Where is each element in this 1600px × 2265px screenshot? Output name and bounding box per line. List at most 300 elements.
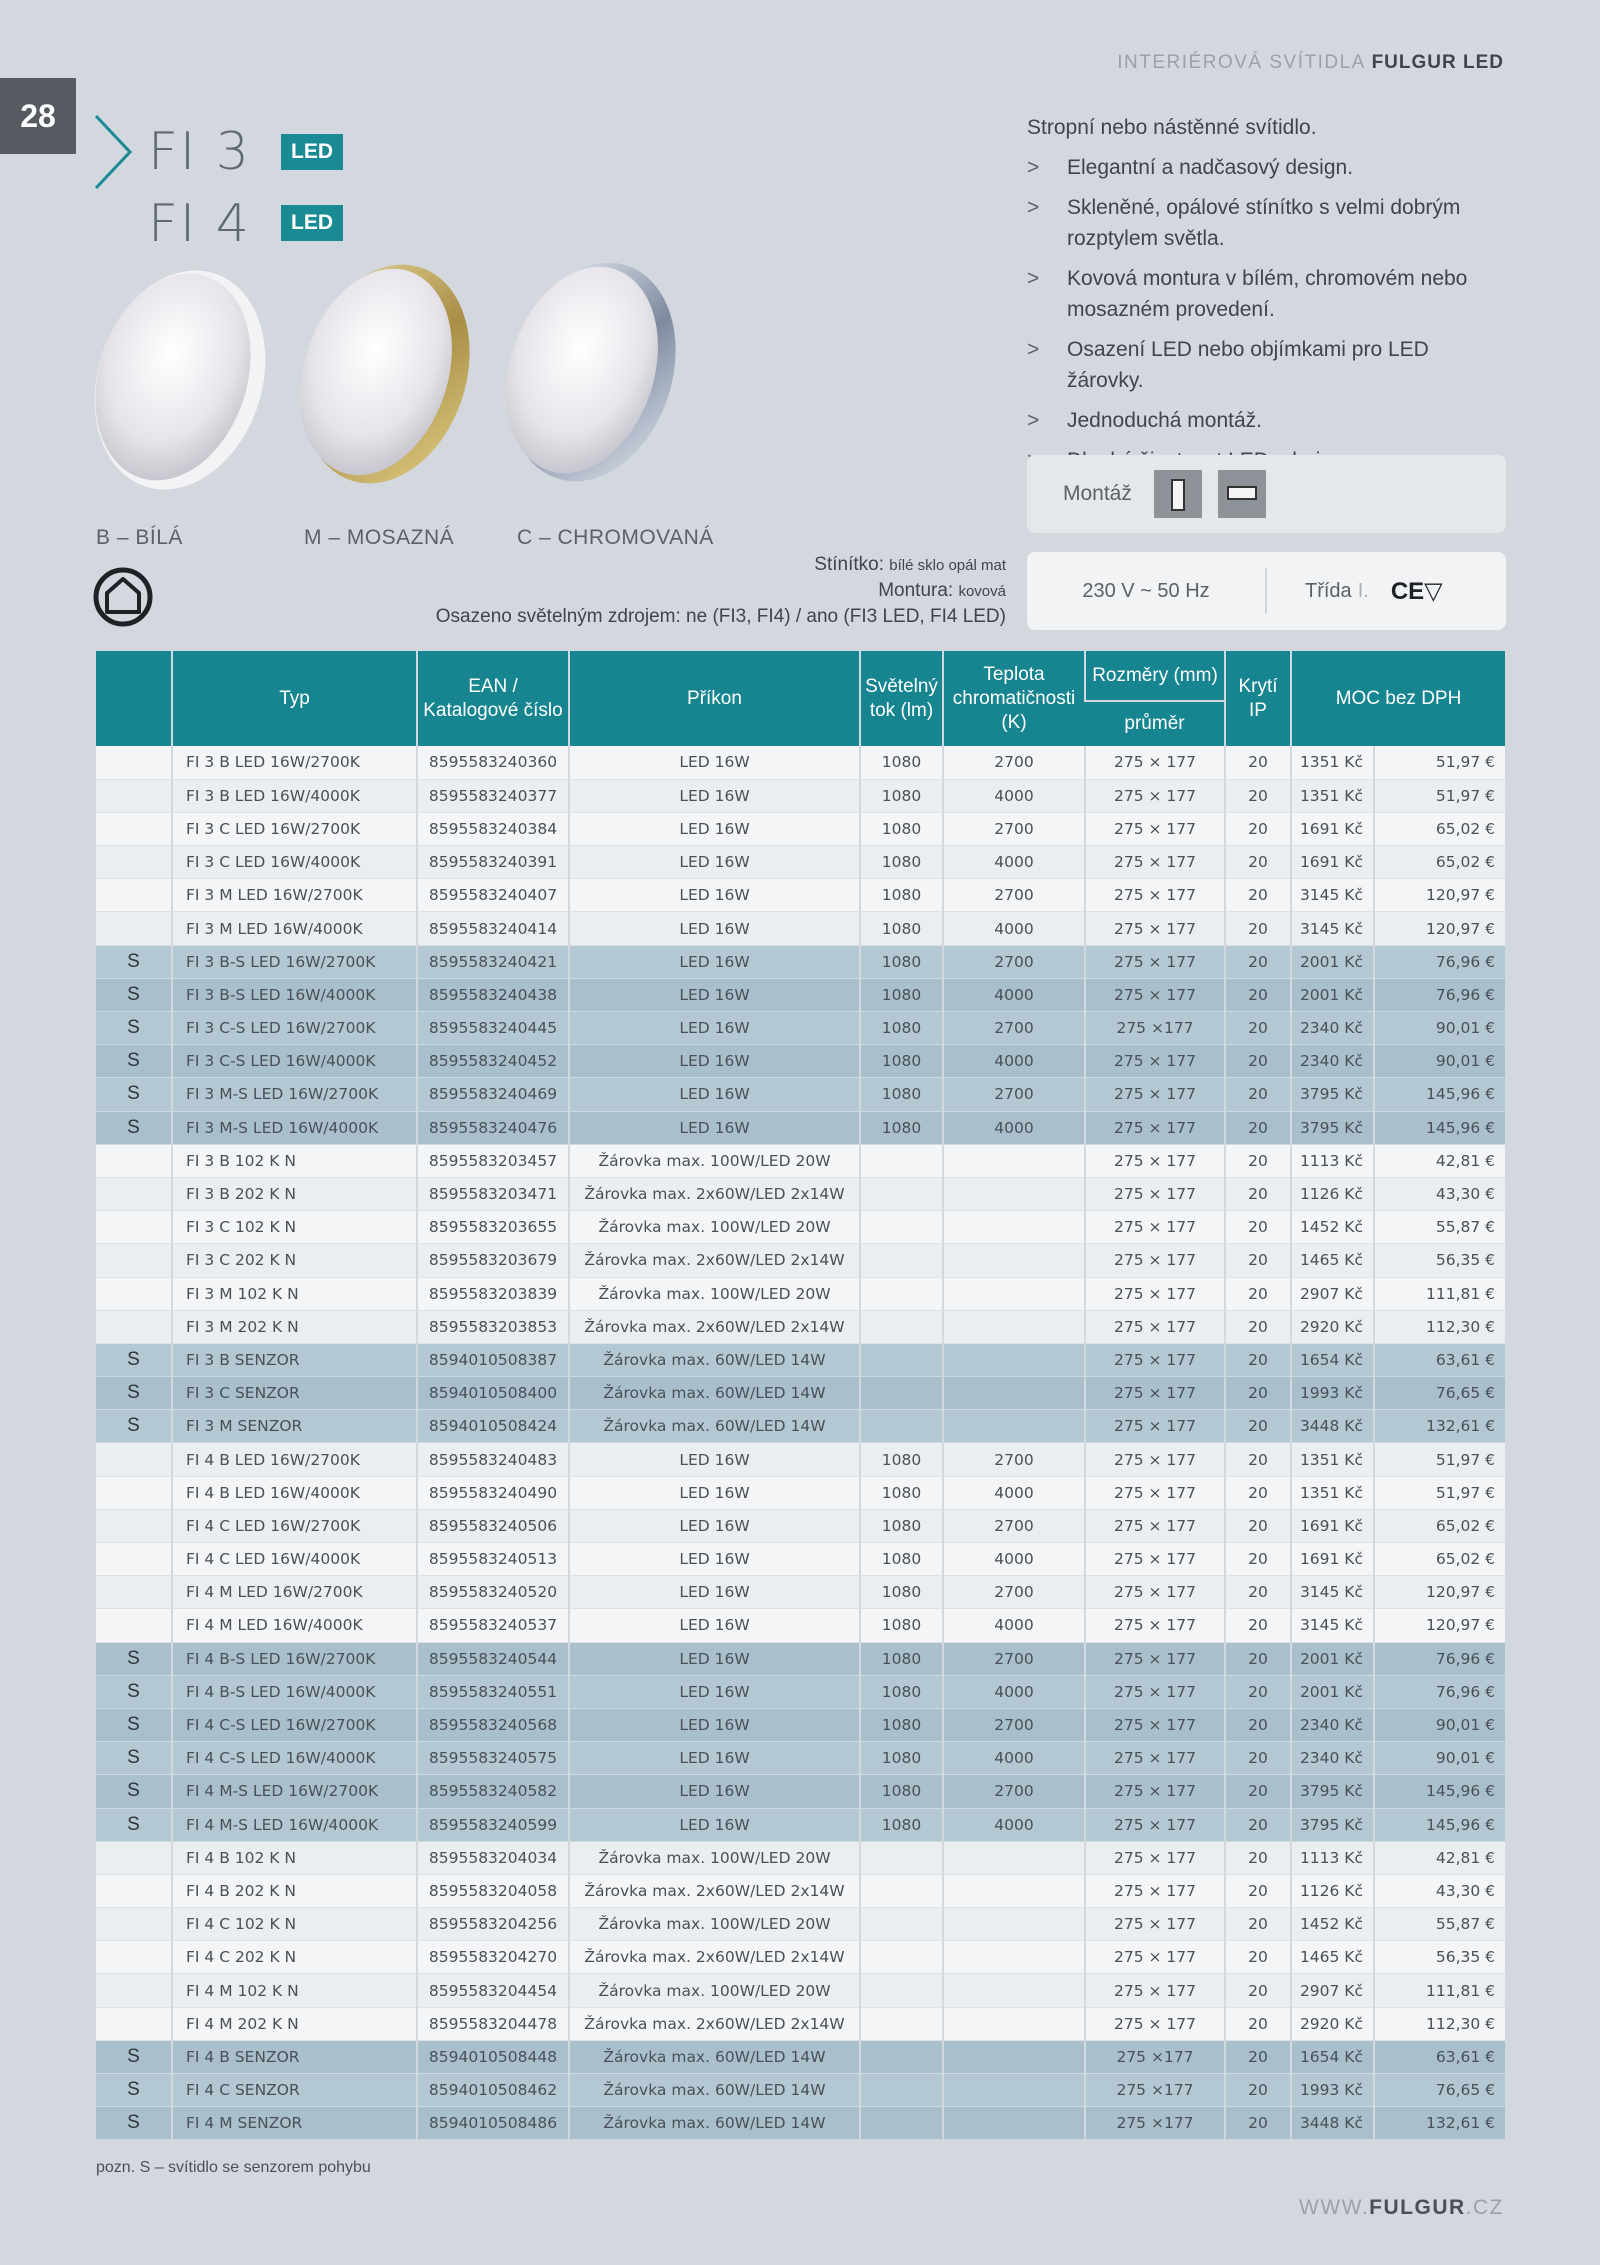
ean-cell: 8595583204058 [417, 1874, 569, 1907]
table-row [96, 1874, 1505, 1907]
price-czk-cell: 2340 Kč [1291, 1045, 1374, 1078]
price-czk-cell: 1351 Kč [1291, 1476, 1374, 1509]
ip-cell: 20 [1225, 912, 1291, 945]
flux-cell: 1080 [860, 912, 943, 945]
price-eur-cell: 51,97 € [1374, 1443, 1505, 1476]
temp-cell [943, 1177, 1085, 1210]
ip-cell: 20 [1225, 1012, 1291, 1045]
temp-cell [943, 1244, 1085, 1277]
website-prefix: WWW. [1299, 2196, 1370, 2219]
price-eur-cell: 63,61 € [1374, 2040, 1505, 2073]
sensor-mark: S [96, 945, 172, 978]
temp-cell [943, 1841, 1085, 1874]
temp-cell: 4000 [943, 1808, 1085, 1841]
power-cell: LED 16W [569, 1775, 860, 1808]
type-cell: FI 3 M SENZOR [172, 1410, 417, 1443]
bullet: > [1027, 196, 1040, 219]
ip-cell: 20 [1225, 1908, 1291, 1941]
flux-cell [860, 1908, 943, 1941]
ean-cell: 8595583204454 [417, 1974, 569, 2007]
price-czk-cell: 2001 Kč [1291, 1675, 1374, 1708]
ean-cell: 8595583240360 [417, 746, 569, 779]
dimensions-cell: 275 × 177 [1085, 1874, 1225, 1907]
price-eur-cell: 76,96 € [1374, 1675, 1505, 1708]
sensor-mark [96, 1277, 172, 1310]
flux-cell: 1080 [860, 812, 943, 845]
table-row [96, 1410, 1505, 1443]
website-suffix: .CZ [1465, 2196, 1504, 2219]
temp-cell [943, 1974, 1085, 2007]
ip-cell: 20 [1225, 1343, 1291, 1376]
power-cell: LED 16W [569, 779, 860, 812]
dimensions-cell: 275 × 177 [1085, 1211, 1225, 1244]
temp-cell: 2700 [943, 945, 1085, 978]
temp-cell: 2700 [943, 1078, 1085, 1111]
price-eur-cell: 65,02 € [1374, 1543, 1505, 1576]
dimensions-cell: 275 × 177 [1085, 1775, 1225, 1808]
ean-cell: 8595583240568 [417, 1708, 569, 1741]
ip-cell: 20 [1225, 1576, 1291, 1609]
sensor-mark [96, 812, 172, 845]
flux-cell [860, 1874, 943, 1907]
type-cell: FI 4 M-S LED 16W/4000K [172, 1808, 417, 1841]
table-row [96, 1377, 1505, 1410]
ip-cell: 20 [1225, 1277, 1291, 1310]
price-czk-cell: 1113 Kč [1291, 1841, 1374, 1874]
sensor-mark: S [96, 1808, 172, 1841]
power-cell: LED 16W [569, 1576, 860, 1609]
ip-cell: 20 [1225, 1111, 1291, 1144]
price-eur-cell: 55,87 € [1374, 1908, 1505, 1941]
price-czk-cell: 1993 Kč [1291, 1377, 1374, 1410]
lamp-chrome [481, 262, 703, 502]
dimensions-cell: 275 × 177 [1085, 1908, 1225, 1941]
price-eur-cell: 120,97 € [1374, 1609, 1505, 1642]
type-cell: FI 3 M-S LED 16W/4000K [172, 1111, 417, 1144]
price-eur-cell: 145,96 € [1374, 1808, 1505, 1841]
header-sensor [96, 651, 172, 746]
price-czk-cell: 2907 Kč [1291, 1277, 1374, 1310]
price-czk-cell: 1654 Kč [1291, 2040, 1374, 2073]
dimensions-cell: 275 × 177 [1085, 812, 1225, 845]
table-row [96, 2040, 1505, 2073]
ean-cell: 8595583204034 [417, 1841, 569, 1874]
flux-cell: 1080 [860, 1642, 943, 1675]
dimensions-cell: 275 × 177 [1085, 1509, 1225, 1542]
power-cell: Žárovka max. 100W/LED 20W [569, 1277, 860, 1310]
header-dimensions: Rozměry (mm) [1085, 651, 1225, 701]
temp-cell: 4000 [943, 1609, 1085, 1642]
table-row [96, 945, 1505, 978]
flux-cell: 1080 [860, 1576, 943, 1609]
price-eur-cell: 56,35 € [1374, 1941, 1505, 1974]
type-cell: FI 3 C 102 K N [172, 1211, 417, 1244]
dimensions-cell: 275 ×177 [1085, 2107, 1225, 2140]
power-cell: Žárovka max. 100W/LED 20W [569, 1144, 860, 1177]
ean-cell: 8594010508424 [417, 1410, 569, 1443]
price-czk-cell: 2907 Kč [1291, 1974, 1374, 2007]
bullet: > [1027, 156, 1040, 179]
sensor-mark [96, 879, 172, 912]
footnote: pozn. S – svítidlo se senzorem pohybu [96, 2159, 371, 2176]
sensor-mark: S [96, 1111, 172, 1144]
dimensions-cell: 275 × 177 [1085, 1377, 1225, 1410]
price-eur-cell: 43,30 € [1374, 1177, 1505, 1210]
price-eur-cell: 65,02 € [1374, 1509, 1505, 1542]
bullet: > [1027, 409, 1040, 432]
price-czk-cell: 1691 Kč [1291, 1543, 1374, 1576]
flux-cell: 1080 [860, 1443, 943, 1476]
flux-cell [860, 1310, 943, 1343]
flux-cell: 1080 [860, 1509, 943, 1542]
type-cell: FI 3 M LED 16W/2700K [172, 879, 417, 912]
type-cell: FI 4 B-S LED 16W/4000K [172, 1675, 417, 1708]
dimensions-cell: 275 × 177 [1085, 1675, 1225, 1708]
type-cell: FI 4 C LED 16W/2700K [172, 1509, 417, 1542]
type-cell: FI 4 B LED 16W/4000K [172, 1476, 417, 1509]
class-label: Třída [1305, 579, 1352, 602]
table-row [96, 2007, 1505, 2040]
sensor-mark [96, 912, 172, 945]
description-intro: Stropní nebo nástěnné svítidlo. [1027, 116, 1317, 139]
table-row [96, 1310, 1505, 1343]
ean-cell: 8595583240599 [417, 1808, 569, 1841]
ceiling-mount-icon [1218, 470, 1266, 518]
ip-cell: 20 [1225, 978, 1291, 1011]
type-cell: FI 4 C-S LED 16W/2700K [172, 1708, 417, 1741]
temp-cell [943, 2107, 1085, 2140]
price-czk-cell: 3795 Kč [1291, 1111, 1374, 1144]
flux-cell: 1080 [860, 779, 943, 812]
temp-cell [943, 1377, 1085, 1410]
ean-cell: 8595583240384 [417, 812, 569, 845]
price-eur-cell: 76,96 € [1374, 945, 1505, 978]
dimensions-cell: 275 × 177 [1085, 1144, 1225, 1177]
table-row [96, 1277, 1505, 1310]
power-cell: LED 16W [569, 1111, 860, 1144]
power-cell: Žárovka max. 2x60W/LED 2x14W [569, 1310, 860, 1343]
ip-cell: 20 [1225, 945, 1291, 978]
table-row [96, 1742, 1505, 1775]
variant-chrome: C – CHROMOVANÁ [517, 526, 714, 549]
flux-cell [860, 1244, 943, 1277]
table-row [96, 1675, 1505, 1708]
power-cell: LED 16W [569, 1675, 860, 1708]
ip-cell: 20 [1225, 1476, 1291, 1509]
dimensions-cell: 275 × 177 [1085, 1277, 1225, 1310]
power-cell: LED 16W [569, 812, 860, 845]
price-eur-cell: 56,35 € [1374, 1244, 1505, 1277]
header-ean: EAN / Katalogové číslo [417, 651, 569, 746]
ip-cell: 20 [1225, 846, 1291, 879]
ip-cell: 20 [1225, 1808, 1291, 1841]
price-eur-cell: 42,81 € [1374, 1841, 1505, 1874]
ip-cell: 20 [1225, 1841, 1291, 1874]
page-number: 28 [0, 78, 76, 154]
temp-cell [943, 1343, 1085, 1376]
variant-white: B – BÍLÁ [96, 526, 183, 549]
ean-cell: 8595583240490 [417, 1476, 569, 1509]
type-cell: FI 3 C SENZOR [172, 1377, 417, 1410]
table-row [96, 879, 1505, 912]
sensor-mark: S [96, 2040, 172, 2073]
power-cell: Žárovka max. 100W/LED 20W [569, 1211, 860, 1244]
temp-cell [943, 1144, 1085, 1177]
table-row [96, 1476, 1505, 1509]
header-color-temp: Teplota chromatičnosti (K) [943, 651, 1085, 746]
ean-cell: 8595583240551 [417, 1675, 569, 1708]
flux-cell [860, 2040, 943, 2073]
price-eur-cell: 112,30 € [1374, 1310, 1505, 1343]
feature-item [1027, 405, 1507, 436]
feature-text: Skleněné, opálové stínítko s velmi dobrým rozptylem světla. [1067, 196, 1461, 250]
header-power: Příkon [569, 651, 860, 746]
table-row [96, 1343, 1505, 1376]
ip-cell: 20 [1225, 1642, 1291, 1675]
price-czk-cell: 3145 Kč [1291, 1576, 1374, 1609]
power-cell: Žárovka max. 100W/LED 20W [569, 1974, 860, 2007]
power-cell: Žárovka max. 2x60W/LED 2x14W [569, 1874, 860, 1907]
sensor-mark [96, 746, 172, 779]
type-cell: FI 4 M LED 16W/4000K [172, 1609, 417, 1642]
ean-cell: 8595583240445 [417, 1012, 569, 1045]
table-row [96, 812, 1505, 845]
type-cell: FI 3 C-S LED 16W/2700K [172, 1012, 417, 1045]
type-cell: FI 4 C 202 K N [172, 1941, 417, 1974]
power-cell: LED 16W [569, 1443, 860, 1476]
flux-cell [860, 1277, 943, 1310]
ean-cell: 8595583240452 [417, 1045, 569, 1078]
sensor-mark [96, 2007, 172, 2040]
voltage: 230 V ~ 50 Hz [1082, 579, 1210, 602]
ean-cell: 8595583204256 [417, 1908, 569, 1941]
dimensions-cell: 275 × 177 [1085, 1310, 1225, 1343]
temp-cell: 4000 [943, 912, 1085, 945]
sensor-mark: S [96, 2107, 172, 2140]
price-eur-cell: 76,96 € [1374, 1642, 1505, 1675]
dimensions-cell: 275 × 177 [1085, 945, 1225, 978]
dimensions-cell: 275 × 177 [1085, 978, 1225, 1011]
temp-cell: 2700 [943, 746, 1085, 779]
bullet: > [1027, 338, 1040, 361]
header-luminous-flux: Světelný tok (lm) [860, 651, 943, 746]
flux-cell: 1080 [860, 746, 943, 779]
price-czk-cell: 1465 Kč [1291, 1244, 1374, 1277]
ean-cell: 8595583240377 [417, 779, 569, 812]
power-cell: LED 16W [569, 978, 860, 1011]
mounting-label: Montáž [1063, 482, 1132, 505]
dimensions-cell: 275 × 177 [1085, 1410, 1225, 1443]
table-row [96, 1808, 1505, 1841]
type-cell: FI 3 B SENZOR [172, 1343, 417, 1376]
price-czk-cell: 3448 Kč [1291, 1410, 1374, 1443]
power-cell: LED 16W [569, 1642, 860, 1675]
price-czk-cell: 3795 Kč [1291, 1775, 1374, 1808]
sensor-mark [96, 1974, 172, 2007]
dimensions-cell: 275 × 177 [1085, 879, 1225, 912]
dimensions-cell: 275 × 177 [1085, 912, 1225, 945]
mounting-box [1027, 455, 1506, 533]
sensor-mark [96, 1543, 172, 1576]
led-badge-fi3: LED [281, 134, 343, 170]
flux-cell: 1080 [860, 1012, 943, 1045]
ip-cell: 20 [1225, 1874, 1291, 1907]
price-eur-cell: 120,97 € [1374, 879, 1505, 912]
price-czk-cell: 3795 Kč [1291, 1808, 1374, 1841]
header-ip: Krytí IP [1225, 651, 1291, 746]
price-czk-cell: 2920 Kč [1291, 2007, 1374, 2040]
flux-cell: 1080 [860, 846, 943, 879]
price-eur-cell: 65,02 € [1374, 846, 1505, 879]
price-eur-cell: 145,96 € [1374, 1111, 1505, 1144]
dimensions-cell: 275 ×177 [1085, 2040, 1225, 2073]
flux-cell: 1080 [860, 945, 943, 978]
type-cell: FI 3 M 202 K N [172, 1310, 417, 1343]
flux-cell: 1080 [860, 1675, 943, 1708]
power-cell: LED 16W [569, 1708, 860, 1741]
type-cell: FI 4 C SENZOR [172, 2074, 417, 2107]
table-row [96, 1144, 1505, 1177]
flux-cell: 1080 [860, 1808, 943, 1841]
power-cell: LED 16W [569, 1012, 860, 1045]
dimensions-cell: 275 × 177 [1085, 1543, 1225, 1576]
power-cell: Žárovka max. 2x60W/LED 2x14W [569, 1177, 860, 1210]
lamp-brass [275, 262, 497, 502]
flux-cell [860, 2107, 943, 2140]
sensor-mark [96, 1609, 172, 1642]
power-cell: Žárovka max. 60W/LED 14W [569, 1343, 860, 1376]
power-cell: LED 16W [569, 945, 860, 978]
flux-cell: 1080 [860, 1045, 943, 1078]
ip-cell: 20 [1225, 1144, 1291, 1177]
ip-cell: 20 [1225, 1410, 1291, 1443]
ip-cell: 20 [1225, 1742, 1291, 1775]
dimensions-cell: 275 × 177 [1085, 1808, 1225, 1841]
table-row [96, 1443, 1505, 1476]
feature-item [1027, 334, 1507, 396]
ean-cell: 8595583240520 [417, 1576, 569, 1609]
flux-cell: 1080 [860, 1609, 943, 1642]
type-cell: FI 4 B 202 K N [172, 1874, 417, 1907]
flux-cell [860, 2074, 943, 2107]
type-cell: FI 3 B-S LED 16W/2700K [172, 945, 417, 978]
power-cell: LED 16W [569, 846, 860, 879]
sensor-mark: S [96, 1078, 172, 1111]
ean-cell: 8595583240407 [417, 879, 569, 912]
price-eur-cell: 51,97 € [1374, 779, 1505, 812]
ean-cell: 8595583240476 [417, 1111, 569, 1144]
ip-cell: 20 [1225, 1609, 1291, 1642]
sensor-mark: S [96, 1377, 172, 1410]
power-cell: Žárovka max. 2x60W/LED 2x14W [569, 2007, 860, 2040]
frame-value: kovová [958, 583, 1006, 600]
table-row [96, 1642, 1505, 1675]
price-eur-cell: 51,97 € [1374, 746, 1505, 779]
header-category: INTERIÉROVÁ SVÍTIDLA [1117, 52, 1365, 73]
shade-value: bílé sklo opál mat [889, 557, 1006, 574]
price-eur-cell: 90,01 € [1374, 1045, 1505, 1078]
price-czk-cell: 3145 Kč [1291, 912, 1374, 945]
led-badge-fi4: LED [281, 205, 343, 241]
ean-cell: 8595583240469 [417, 1078, 569, 1111]
website-link[interactable] [1299, 2196, 1504, 2220]
ean-cell: 8595583204478 [417, 2007, 569, 2040]
price-czk-cell: 1351 Kč [1291, 779, 1374, 812]
feature-item [1027, 192, 1507, 254]
lamp-white [88, 262, 293, 502]
dimensions-cell: 275 ×177 [1085, 1012, 1225, 1045]
type-cell: FI 4 M LED 16W/2700K [172, 1576, 417, 1609]
price-eur-cell: 51,97 € [1374, 1476, 1505, 1509]
power-cell: Žárovka max. 60W/LED 14W [569, 1410, 860, 1443]
price-eur-cell: 55,87 € [1374, 1211, 1505, 1244]
temp-cell: 4000 [943, 978, 1085, 1011]
ean-cell: 8595583240414 [417, 912, 569, 945]
price-eur-cell: 90,01 € [1374, 1742, 1505, 1775]
price-eur-cell: 145,96 € [1374, 1078, 1505, 1111]
ip-cell: 20 [1225, 746, 1291, 779]
price-czk-cell: 2001 Kč [1291, 978, 1374, 1011]
ean-cell: 8594010508462 [417, 2074, 569, 2107]
type-cell: FI 3 B 202 K N [172, 1177, 417, 1210]
flux-cell [860, 1211, 943, 1244]
ean-cell: 8595583240582 [417, 1775, 569, 1808]
dimensions-cell: 275 × 177 [1085, 846, 1225, 879]
temp-cell: 2700 [943, 1012, 1085, 1045]
dimensions-cell: 275 × 177 [1085, 746, 1225, 779]
power-cell: Žárovka max. 2x60W/LED 2x14W [569, 1244, 860, 1277]
website-brand: FULGUR [1369, 2196, 1466, 2219]
power-cell: LED 16W [569, 1609, 860, 1642]
feature-text: Osazení LED nebo objímkami pro LED žárovky. [1067, 338, 1429, 392]
temp-cell: 4000 [943, 1543, 1085, 1576]
sensor-mark [96, 1310, 172, 1343]
ean-cell: 8595583240513 [417, 1543, 569, 1576]
temp-cell: 2700 [943, 879, 1085, 912]
flux-cell [860, 2007, 943, 2040]
price-czk-cell: 1654 Kč [1291, 1343, 1374, 1376]
ean-cell: 8594010508448 [417, 2040, 569, 2073]
sensor-mark [96, 1144, 172, 1177]
price-eur-cell: 112,30 € [1374, 2007, 1505, 2040]
ip-cell: 20 [1225, 2040, 1291, 2073]
feature-item [1027, 263, 1507, 325]
table-row [96, 1941, 1505, 1974]
type-cell: FI 3 B-S LED 16W/4000K [172, 978, 417, 1011]
shade-label: Stínítko: [814, 554, 884, 575]
table-row [96, 1974, 1505, 2007]
temp-cell: 2700 [943, 812, 1085, 845]
sensor-mark: S [96, 978, 172, 1011]
ip-cell: 20 [1225, 1941, 1291, 1974]
table-row [96, 1708, 1505, 1741]
power-cell: Žárovka max. 60W/LED 14W [569, 1377, 860, 1410]
flux-cell: 1080 [860, 1775, 943, 1808]
flux-cell [860, 1144, 943, 1177]
feature-text: Elegantní a nadčasový design. [1067, 156, 1354, 179]
price-eur-cell: 111,81 € [1374, 1277, 1505, 1310]
price-eur-cell: 90,01 € [1374, 1708, 1505, 1741]
flux-cell [860, 1343, 943, 1376]
table-row [96, 978, 1505, 1011]
ean-cell: 8595583240421 [417, 945, 569, 978]
header-diameter: průměr [1085, 701, 1225, 746]
ip-cell: 20 [1225, 1675, 1291, 1708]
type-cell: FI 4 M SENZOR [172, 2107, 417, 2140]
table-row [96, 1177, 1505, 1210]
frame-label: Montura: [878, 580, 954, 601]
price-czk-cell: 2001 Kč [1291, 1642, 1374, 1675]
